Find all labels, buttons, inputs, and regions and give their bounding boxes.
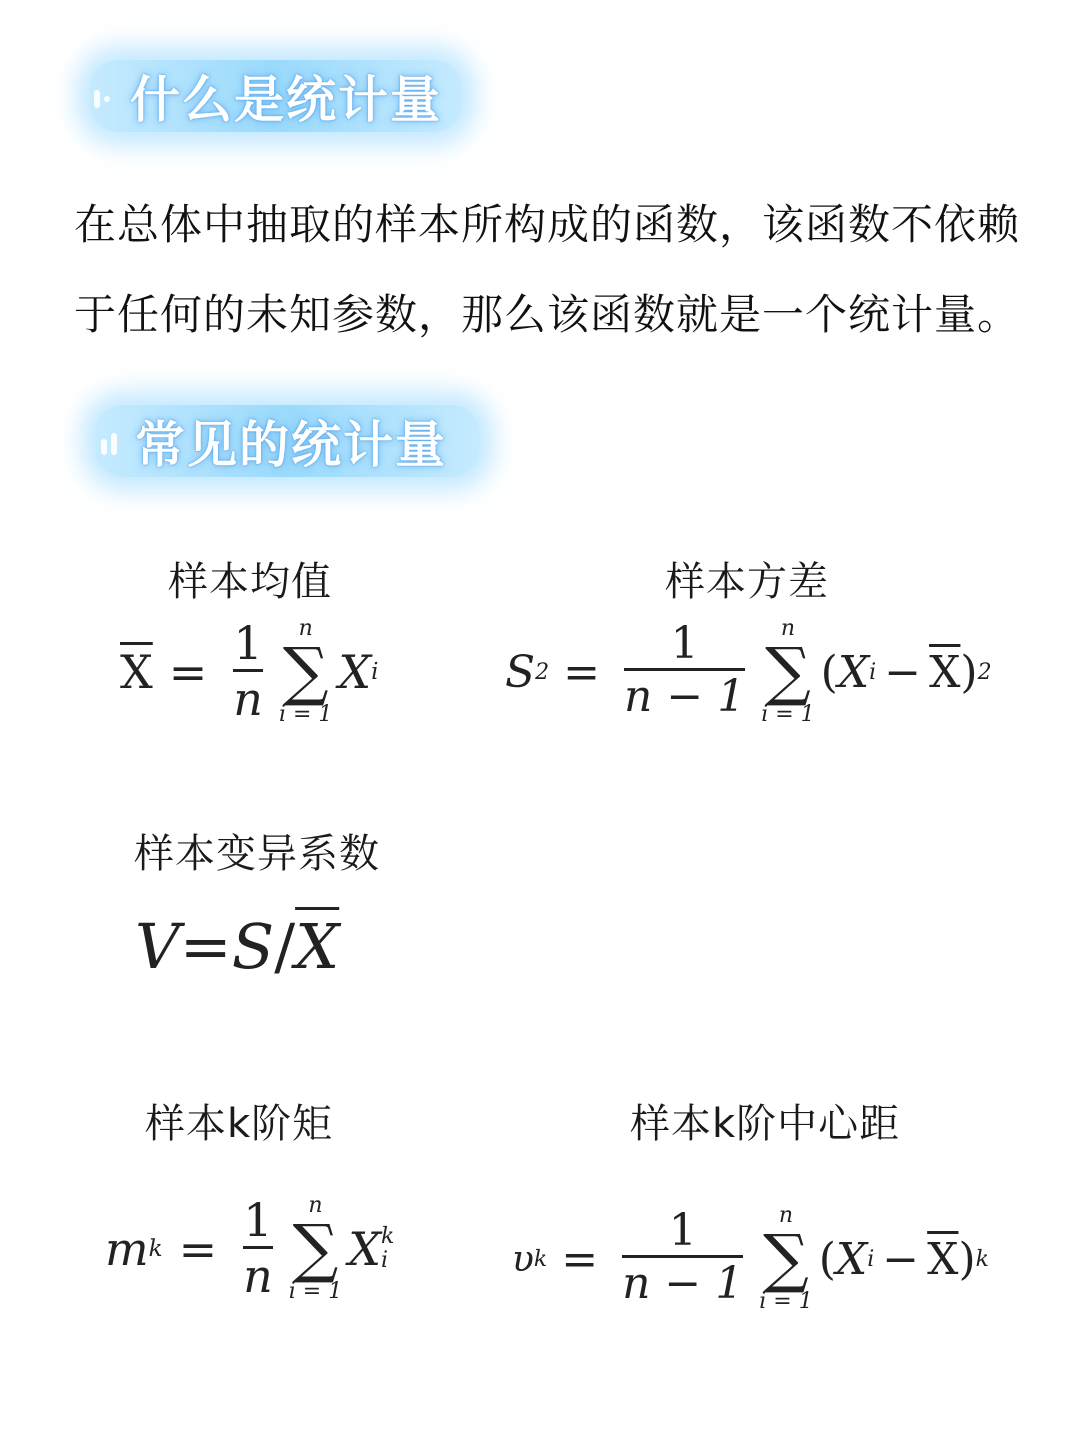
- definition-line-2: 于任何的未知参数，那么该函数就是一个统计量。: [74, 290, 1021, 339]
- sigma-symbol: ∑: [765, 635, 811, 709]
- equals-sign: =: [179, 910, 232, 983]
- superscript-2: 2: [535, 659, 550, 685]
- formula-sample-mean: [120, 618, 379, 727]
- numerator: 1: [233, 616, 263, 670]
- numerator: 1: [670, 617, 699, 669]
- x-indices: [381, 1225, 394, 1273]
- equals-sign: =: [563, 646, 601, 698]
- heading-decoration-icon: [95, 421, 129, 461]
- formula-sample-k-central-moment: [512, 1205, 989, 1313]
- definition-line-1: 在总体中抽取的样本所构成的函数，该函数不依赖: [74, 200, 1021, 249]
- subscript-i: i: [380, 1248, 388, 1274]
- fraction: [233, 618, 263, 727]
- sum-upper-limit: n: [778, 1203, 794, 1228]
- heading-decoration-icon: [90, 76, 124, 116]
- sum-lower-limit: i = 1: [759, 1289, 813, 1314]
- superscript-2: 2: [977, 659, 992, 685]
- sum-upper-limit: n: [308, 1193, 323, 1219]
- section-heading-what-is-statistic: [90, 60, 462, 132]
- summation: [759, 1205, 812, 1313]
- subscript-i: i: [371, 659, 379, 686]
- slash: /: [274, 910, 296, 983]
- fraction: [243, 1195, 273, 1304]
- formula-sample-k-moment: [105, 1195, 394, 1304]
- x-bar: $\overline{X}$: [927, 1233, 959, 1285]
- sum-lower-limit: i = 1: [288, 1279, 343, 1305]
- summation: [761, 618, 814, 726]
- section-title: 什么是统计量: [130, 71, 442, 129]
- label-sample-k-central-moment: 样本k阶中心距: [630, 1101, 901, 1147]
- summation: [279, 618, 332, 726]
- label-sample-cv: 样本变异系数: [134, 831, 380, 877]
- subscript-k: k: [148, 1236, 163, 1263]
- numerator: 1: [243, 1193, 273, 1247]
- denominator: n − 1: [622, 1258, 744, 1310]
- x-term: X: [835, 1233, 868, 1285]
- x-bar: $\overline{X}$: [929, 646, 961, 698]
- x-term: X: [338, 645, 372, 700]
- equals-sign: =: [178, 1222, 218, 1277]
- sigma-symbol: ∑: [763, 1222, 809, 1296]
- x-bar: $\overline{X}$: [295, 910, 340, 983]
- summation: [289, 1195, 342, 1303]
- x-term: X: [348, 1222, 381, 1277]
- minus-sign: −: [882, 1233, 920, 1285]
- right-paren: ): [958, 1233, 976, 1285]
- fraction: [624, 617, 746, 724]
- fraction: [622, 1204, 744, 1311]
- section-title: 常见的统计量: [135, 416, 447, 474]
- superscript-k: k: [380, 1224, 395, 1250]
- right-paren: ): [960, 646, 978, 698]
- subscript-i: i: [867, 1246, 875, 1272]
- x-bar: $\overline{X}$: [120, 645, 153, 700]
- m-term: m: [105, 1222, 149, 1277]
- equals-sign: =: [168, 645, 208, 700]
- sum-upper-limit: n: [780, 616, 796, 641]
- subscript-k: k: [533, 1246, 548, 1272]
- s-term: S: [505, 646, 536, 698]
- denominator: n − 1: [624, 671, 746, 723]
- v-term: V: [135, 910, 180, 983]
- label-sample-variance: 样本方差: [665, 559, 829, 605]
- left-paren: (: [820, 646, 838, 698]
- s-term: S: [231, 910, 275, 983]
- equals-sign: =: [561, 1233, 599, 1285]
- sum-lower-limit: i = 1: [278, 702, 333, 728]
- subscript-i: i: [869, 659, 877, 685]
- x-term: X: [837, 646, 870, 698]
- section-heading-common-statistics: [95, 405, 480, 477]
- denominator: n: [233, 671, 263, 726]
- sigma-symbol: ∑: [282, 635, 329, 710]
- superscript-k: k: [975, 1246, 989, 1272]
- denominator: n: [243, 1248, 273, 1303]
- sigma-symbol: ∑: [292, 1212, 339, 1287]
- label-sample-mean: 样本均值: [168, 559, 332, 605]
- label-sample-k-moment: 样本k阶矩: [145, 1101, 334, 1147]
- minus-sign: −: [884, 646, 922, 698]
- formula-sample-variance: [505, 618, 992, 726]
- numerator: 1: [668, 1204, 697, 1256]
- nu-term: υ: [512, 1238, 534, 1280]
- sum-lower-limit: i = 1: [761, 702, 815, 727]
- left-paren: (: [818, 1233, 836, 1285]
- sum-upper-limit: n: [298, 616, 313, 642]
- formula-sample-cv: [135, 910, 339, 983]
